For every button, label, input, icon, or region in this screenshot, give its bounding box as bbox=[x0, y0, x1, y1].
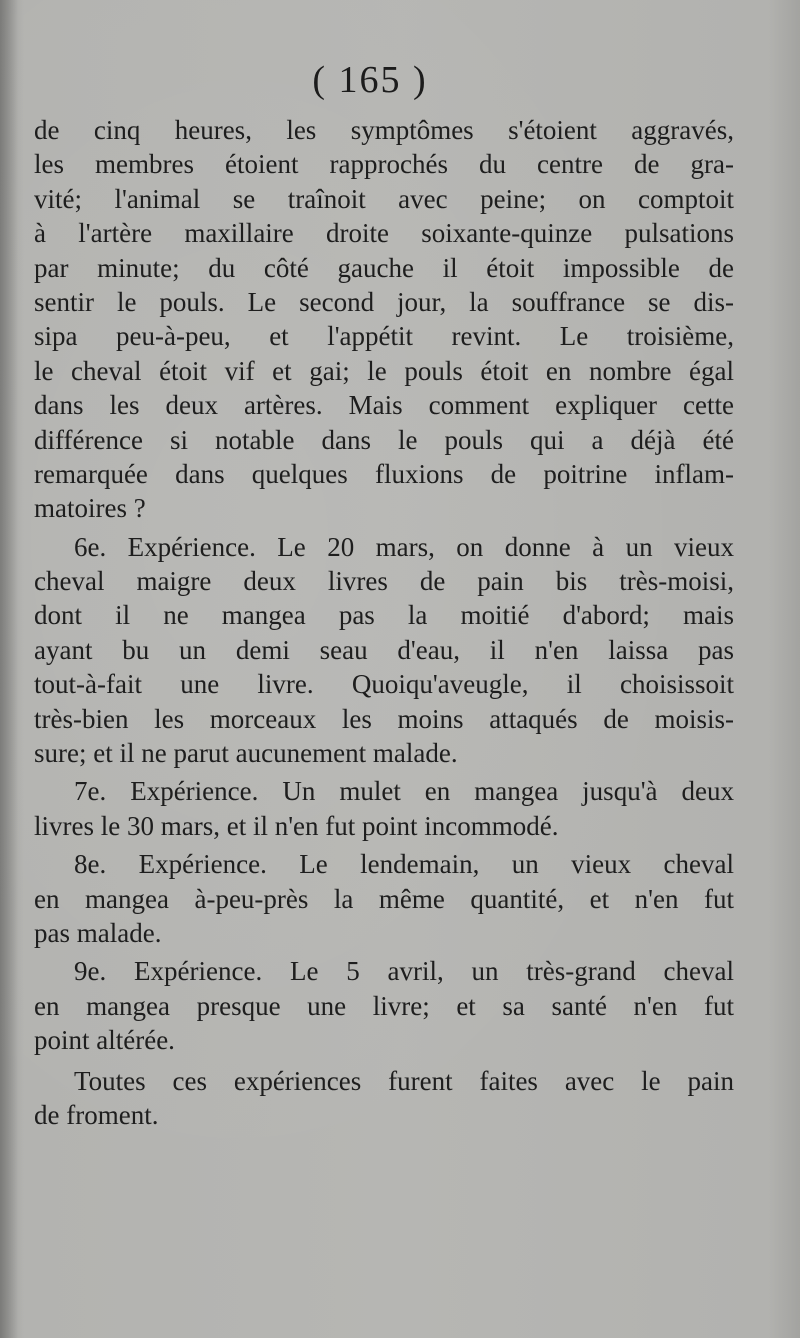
text-line: ayant bu un demi seau d'eau, il n'en laissa pas bbox=[34, 634, 734, 665]
experience-9-heading-line: 9e. Expérience. Le 5 avril, un très-grand cheval bbox=[74, 956, 734, 987]
experience-6-heading-line: 6e. Expérience. Le 20 mars, on donne à un vieux bbox=[74, 531, 734, 562]
text-line: de froment. bbox=[34, 1099, 159, 1130]
text-line: par minute; du côté gauche il étoit impossible de bbox=[34, 252, 734, 283]
body-text bbox=[34, 113, 734, 1132]
text-line: en mangea presque une livre; et sa santé n'en fut bbox=[34, 990, 734, 1021]
text-line: matoires ? bbox=[34, 493, 146, 524]
text-line: pas malade. bbox=[34, 917, 162, 948]
text-line: le cheval étoit vif et gai; le pouls étoit en nombre égal bbox=[34, 355, 734, 386]
page-number: ( 165 ) bbox=[312, 59, 428, 101]
text-line: tout-à-fait une livre. Quoiqu'aveugle, il choisissoit bbox=[34, 669, 734, 700]
text-line: à l'artère maxillaire droite soixante-quinze pulsations bbox=[34, 218, 734, 249]
text-line: très-bien les morceaux les moins attaqués de moisis- bbox=[34, 703, 734, 734]
text-line: cheval maigre deux livres de pain bis très-moisi, bbox=[34, 566, 734, 597]
text-line: en mangea à-peu-près la même quantité, et n'en fut bbox=[34, 883, 734, 914]
closing-paragraph-line: Toutes ces expériences furent faites avec le pain bbox=[74, 1065, 734, 1096]
experience-8-heading-line: 8e. Expérience. Le lendemain, un vieux cheval bbox=[74, 849, 734, 880]
text-line: sentir le pouls. Le second jour, la souffrance se dis- bbox=[34, 286, 734, 317]
text-line: de cinq heures, les symptômes s'étoient aggravés, bbox=[34, 115, 734, 145]
experience-7-heading-line: 7e. Expérience. Un mulet en mangea jusqu'à deux bbox=[74, 776, 734, 807]
text-line: les membres étoient rapprochés du centre de gra- bbox=[34, 149, 734, 180]
text-line: dont il ne mangea pas la moitié d'abord; mais bbox=[34, 600, 734, 631]
text-line: différence si notable dans le pouls qui a déjà été bbox=[34, 424, 734, 455]
text-line: sipa peu-à-peu, et l'appétit revint. Le troisième, bbox=[34, 321, 734, 352]
text-line: vité; l'animal se traînoit avec peine; on comptoit bbox=[34, 183, 734, 214]
text-line: livres le 30 mars, et il n'en fut point incommodé. bbox=[34, 810, 559, 841]
text-line: remarquée dans quelques fluxions de poitrine inflam- bbox=[34, 458, 734, 489]
page-edge-shadow bbox=[0, 0, 18, 1338]
text-line: dans les deux artères. Mais comment expliquer cette bbox=[34, 390, 734, 421]
text-line: sure; et il ne parut aucunement malade. bbox=[34, 738, 458, 769]
text-line: point altérée. bbox=[34, 1025, 175, 1056]
